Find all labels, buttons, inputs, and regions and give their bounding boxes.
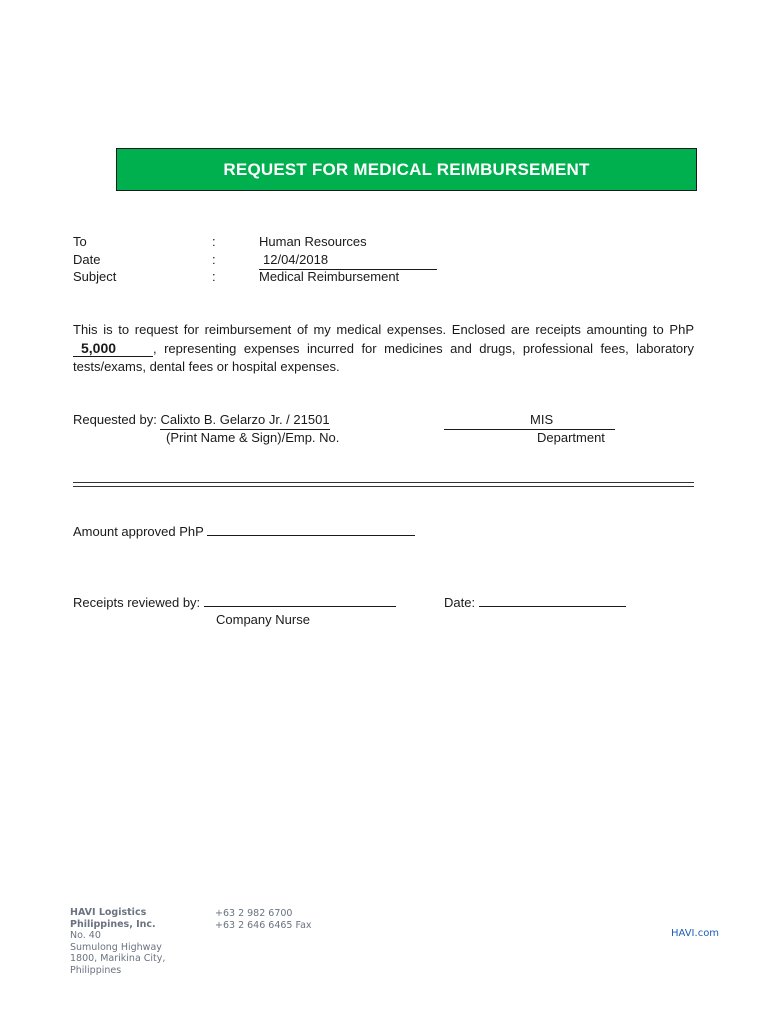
requested-by-label: Requested by:: [73, 412, 157, 427]
footer-phones: [215, 908, 312, 931]
requester-caption: (Print Name & Sign)/Emp. No.: [166, 430, 340, 445]
receipts-reviewed-label: Receipts reviewed by:: [73, 595, 201, 610]
reviewer-field[interactable]: [204, 593, 396, 607]
to-colon: :: [212, 234, 216, 249]
phone-line: +63 2 982 6700: [215, 908, 293, 919]
review-date-field[interactable]: [479, 593, 626, 607]
requested-by-line: [73, 411, 330, 430]
date-label: Date: [73, 252, 101, 267]
amount-approved-label: Amount approved PhP: [73, 524, 204, 539]
address-line2: Sumulong Highway: [70, 941, 162, 953]
form-title: REQUEST FOR MEDICAL REIMBURSEMENT: [116, 148, 697, 191]
address-line3: 1800, Marikina City,: [70, 953, 166, 964]
receipts-reviewed-line: [73, 593, 396, 612]
address-line4: Philippines: [70, 964, 122, 976]
section-divider: [73, 482, 694, 487]
fax-line: +63 2 646 6465 Fax: [215, 919, 312, 931]
address-line1: No. 40: [70, 930, 101, 941]
reviewer-caption: Company Nurse: [216, 612, 310, 627]
date-colon: :: [212, 252, 216, 267]
subject-label: Subject: [73, 269, 117, 284]
to-value: Human Resources: [259, 234, 367, 249]
paragraph-part1: This is to request for reimbursement of my medical expenses. Enclosed are receipts amounting to PhP: [73, 322, 694, 337]
requester-name: Calixto B. Gelarzo Jr. / 21501: [160, 411, 329, 430]
amount-value: 5,000: [73, 341, 153, 357]
request-paragraph: [73, 321, 694, 377]
subject-value: Medical Reimbursement: [259, 269, 400, 284]
company-name-line2: Philippines, Inc.: [70, 918, 156, 930]
company-name-line1: HAVI Logistics: [70, 907, 147, 918]
amount-approved-field[interactable]: [207, 522, 415, 536]
to-label: To: [73, 234, 87, 249]
subject-colon: :: [212, 269, 216, 284]
footer-address: [70, 907, 165, 976]
review-date-line: [444, 593, 626, 612]
department-field: [444, 411, 615, 430]
department-value: MIS: [530, 412, 554, 427]
review-date-label: Date:: [444, 595, 476, 610]
amount-approved-line: [73, 522, 415, 541]
paragraph-part2: , representing expenses incurred for medicines and drugs, professional fees, laboratory tests/exams, dental fees or hospital expenses.: [73, 340, 694, 374]
website-link[interactable]: HAVI.com: [671, 928, 720, 939]
department-caption: Department: [537, 430, 605, 445]
date-value: 12/04/2018: [263, 252, 329, 267]
